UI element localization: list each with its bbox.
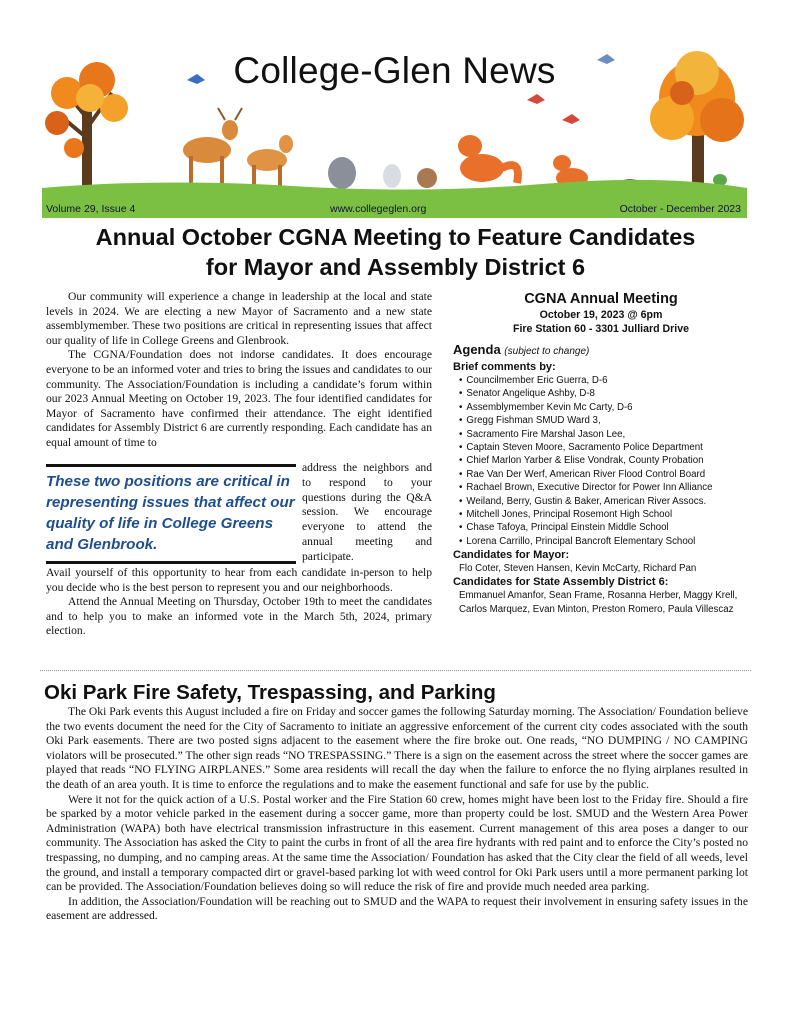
list-item: • Senator Angelique Ashby, D-8 (459, 387, 749, 400)
list-item: • Weiland, Berry, Gustin & Baker, American River Assocs. (459, 495, 749, 508)
lead-headline (40, 222, 751, 282)
list-item: • Rachael Brown, Executive Director for Power Inn Alliance (459, 481, 749, 494)
second-paragraph-3: In addition, the Association/Foundation will be reaching out to SMUD and the WAPA to request their involvement in ensuring safety issues in the easement are addressed. (46, 894, 748, 923)
agenda-label: Agenda (453, 342, 501, 357)
squirrel-icon (417, 168, 437, 188)
lead-article-side-text: address the neighbors and to respond to your questions during the Q&A session. We encourage everyone to attend the annual meeting and participate. (302, 461, 432, 563)
second-headline: Oki Park Fire Safety, Trespassing, and Parking (44, 681, 496, 704)
lead-paragraph-1: Our community will experience a change in leadership at the local and state levels in 2024. We are electing a new Mayor of Sacramento and a new state assemblymember. These two positions are critical in representing issues that affect our quality of life in College Greens and Glenbrook. (46, 290, 432, 347)
list-item: • Lorena Carrillo, Principal Bancroft Elementary School (459, 535, 749, 548)
lead-headline-line-2: for Mayor and Assembly District 6 (205, 254, 586, 280)
lead-article-bottom (46, 566, 432, 639)
volume-issue: Volume 29, Issue 4 (46, 203, 136, 215)
pull-quote-text: These two positions are critical in representing issues that affect our quality of life in College Greens and Glenbrook. (46, 473, 295, 553)
issue-bar (42, 200, 747, 218)
meeting-location: Fire Station 60 - 3301 Julliard Drive (512, 323, 690, 335)
website-link[interactable]: www.collegeglen.org (330, 203, 427, 215)
date-range: October - December 2023 (619, 203, 741, 215)
section-divider (40, 670, 751, 671)
second-paragraph-2: Were it not for the quick action of a U.S. Postal worker and the Fire Station 60 crew, homes might have been lost to the Friday fire. Should a fire be sparked by a motor vehicle parked in the easement during a soccer game, more than property could be lost. SMUD and the Western Area Power Administration (WAPA) both have electrical transmission infrastructure in this easement. Current management of this area poses a danger to our community. The Association has asked the City to paint the curbs in front of all the area fire hydrants with red paint and to enforce the City’s posted no trespassing, no dumping, and no camping areas. At the same time the Association/ Foundation has asked that the City clear the field of all weeds, level the ground, and install a temporary compacted dirt or gravel-based parking lot with weed control for Oki Park users until a more permanent parking lot can be provided. The Association/Foundation believes doing so will reduce the risk of fire and provide much needed area parking. (46, 792, 748, 894)
lead-paragraph-3: Attend the Annual Meeting on Thursday, October 19th to meet the candidates and to help you to make an informed vote in the March 5th, 2024, primary election. (46, 595, 432, 638)
meeting-title: CGNA Annual Meeting (524, 291, 678, 307)
brief-comments-heading: Brief comments by: (453, 361, 556, 373)
pull-quote (46, 464, 296, 564)
raccoon-icon (328, 157, 356, 189)
agenda-heading (453, 342, 749, 360)
masthead (42, 38, 747, 218)
list-item: • Sacramento Fire Marshal Jason Lee, (459, 428, 749, 441)
lead-article-top (46, 290, 432, 451)
rabbit-icon (383, 164, 401, 188)
second-article-body (46, 705, 748, 924)
list-item: • Rae Van Der Werf, American River Flood Control Board (459, 468, 749, 481)
lead-headline-line-1: Annual October CGNA Meeting to Feature Candidates (95, 224, 696, 250)
meeting-box (453, 290, 749, 616)
list-item: • Chase Tafoya, Principal Einstein Middle School (459, 521, 749, 534)
mayor-candidates: Flo Coter, Steven Hansen, Kevin McCarty, Richard Pan (459, 563, 697, 575)
list-item: • Mitchell Jones, Principal Rosemont High School (459, 508, 749, 521)
pull-quote-bottom-rule (46, 561, 296, 564)
lead-paragraph-2: The CGNA/Foundation does not indorse candidates. It does encourage everyone to be an informed voter and tries to bring the issues and candidates to our community. The Association/Foundation is including a candidate’s forum within our 2023 Annual Meeting on October 19, 2023. The four identified candidates for Mayor of Sacramento have confirmed their attendance. The eight identified candidates for Assembly District 6 are currently responding. Each candidate has an equal amount of time to (46, 348, 432, 449)
second-paragraph-1: The Oki Park events this August included a fire on Friday and soccer games the following Saturday morning. The Association/ Foundation believe the two events document the need for the City of Sacramento to initiate an aggressive enforcement of the current city codes associated with the south Oki Park easements. There are two posted signs adjacent to the easement where the fire broke out. One reads, “NO DUMPING / NO CAMPING violators will be prosecuted.” The other sign reads “NO TRESPASSING.” There is a sign on the easement across the street where the soccer games are played that reads “NO FLYING AIRPLANES.” Some area residents will recall the day when the failure to enforce the no flying airplanes resulted in the death of an area youth. It is time to enforce the regulations and to make the easement functional and safe for use by the public. (46, 705, 748, 791)
lead-paragraph-2-end: Avail yourself of this opportunity to hear from each candidate in-person to help you decide who is the best person to represent you and our neighborhoods. (46, 566, 432, 594)
mayor-candidates-heading: Candidates for Mayor: (453, 549, 570, 562)
agenda-note: (subject to change) (504, 346, 590, 357)
paper-name: College-Glen News (233, 50, 556, 91)
fawn-icon (247, 135, 293, 187)
assembly-candidates: Emmanuel Amanfor, Sean Frame, Rosanna Herber, Maggy Krell, Carlos Marquez, Evan Minton, Preston Romero, Paula Villescaz (459, 590, 738, 615)
deer-icon (183, 108, 242, 184)
brief-comments-list (453, 374, 749, 548)
list-item: • Chief Marlon Yarber & Elise Vondrak, County Probation (459, 454, 749, 467)
list-item: • Captain Steven Moore, Sacramento Police Department (459, 441, 749, 454)
list-item: • Gregg Fishman SMUD Ward 3, (459, 414, 749, 427)
list-item: • Councilmember Eric Guerra, D-6 (459, 374, 749, 387)
fox-icon (458, 135, 518, 183)
meeting-datetime: October 19, 2023 @ 6pm (539, 309, 663, 321)
list-item: • Assemblymember Kevin Mc Carty, D-6 (459, 401, 749, 414)
bird-icon (527, 94, 545, 104)
assembly-candidates-heading: Candidates for State Assembly District 6: (453, 576, 669, 589)
bird-icon (562, 114, 580, 124)
